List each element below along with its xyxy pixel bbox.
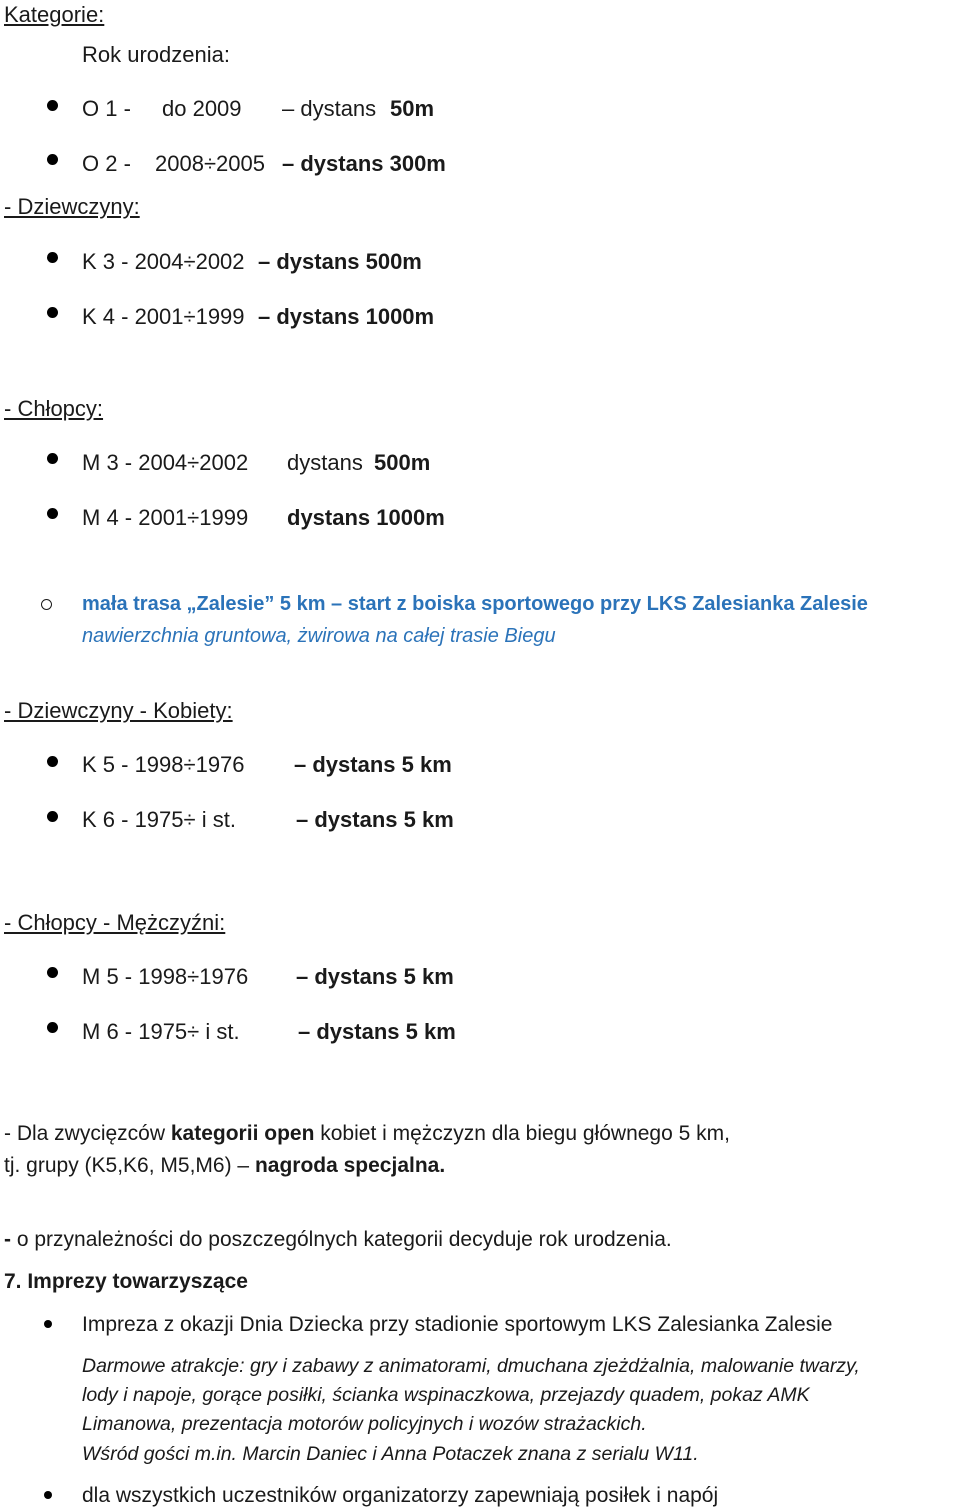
category-m4-label: M 4 - 2001÷1999: [82, 505, 249, 530]
category-k5-label: K 5 - 1998÷1976: [82, 752, 245, 777]
categories-heading: Kategorie:: [4, 2, 105, 27]
girls-women-heading: - Dziewczyny - Kobiety:: [4, 698, 233, 723]
bullet-icon: [47, 252, 58, 263]
boys-men-heading: - Chłopcy - Mężczyźni:: [4, 910, 226, 935]
category-o2-distance: – dystans 300m: [282, 151, 446, 176]
childrens-day-event: Impreza z okazji Dnia Dziecka przy stadionie sportowym LKS Zalesianka Zalesie: [82, 1313, 833, 1336]
open-line-1-pre: - Dla zwycięzców: [4, 1122, 171, 1145]
attractions-line-2: lody i napoje, gorące posiłki, ścianka wspinaczkowa, przejazdy quadem, pokaz AMK: [82, 1384, 810, 1406]
bullet-icon: [47, 811, 58, 822]
bullet-icon: [44, 1320, 52, 1328]
attractions-line-4: Wśród gości m.in. Marcin Daniec i Anna Potaczek znana z serialu W11.: [82, 1443, 699, 1465]
birth-year-rule: [4, 1227, 672, 1253]
girls-heading: - Dziewczyny:: [4, 194, 140, 219]
category-o1-code: O 1 -: [82, 96, 131, 121]
category-o1-sep: – dystans: [282, 96, 377, 121]
surface-description: nawierzchnia gruntowa, żwirowa na całej trasie Biegu: [82, 625, 556, 647]
rule-dash: -: [4, 1228, 11, 1251]
category-o1-distance: 50m: [390, 96, 435, 121]
category-m6-label: M 6 - 1975÷ i st.: [82, 1019, 240, 1044]
category-k4-distance: – dystans 1000m: [258, 304, 435, 329]
bullet-icon: [47, 508, 58, 519]
attractions-line-1: Darmowe atrakcje: gry i zabawy z animatorami, dmuchana zjeżdżalnia, malowanie twarzy,: [82, 1355, 860, 1377]
category-m3-label: M 3 - 2004÷2002: [82, 450, 249, 475]
category-k6-label: K 6 - 1975÷ i st.: [82, 807, 236, 832]
category-m3-distance: 500m: [374, 450, 431, 475]
category-k5-distance: – dystans 5 km: [294, 752, 452, 777]
open-line-1-post: kobiet i mężczyzn dla biegu głównego 5 km,: [314, 1122, 730, 1145]
special-prize-text: nagroda specjalna.: [254, 1154, 446, 1177]
category-k3-label: K 3 - 2004÷2002: [82, 249, 245, 274]
bullet-icon: [47, 307, 58, 318]
bullet-icon: [44, 1491, 52, 1499]
meal-for-all: dla wszystkich uczestników organizatorzy zapewniają posiłek i napój: [82, 1484, 719, 1507]
category-o2-range: 2008÷2005: [155, 151, 265, 176]
category-m4-distance: dystans 1000m: [287, 505, 445, 530]
bullet-icon: [47, 100, 58, 111]
bullet-icon: [47, 453, 58, 464]
boys-heading: - Chłopcy:: [4, 396, 104, 421]
open-category-line-2: [4, 1153, 445, 1179]
birth-year-label: Rok urodzenia:: [82, 42, 230, 67]
section-7-heading: 7. Imprezy towarzyszące: [4, 1270, 248, 1293]
category-o1-range: do 2009: [162, 96, 242, 121]
category-k6-distance: – dystans 5 km: [296, 807, 454, 832]
bullet-icon: [47, 756, 58, 767]
category-o2-code: O 2 -: [82, 151, 131, 176]
hollow-bullet-icon: [41, 599, 52, 610]
open-category-line-1: [4, 1121, 730, 1147]
category-m5-label: M 5 - 1998÷1976: [82, 964, 249, 989]
small-route-description: mała trasa „Zalesie” 5 km – start z boiska sportowego przy LKS Zalesianka Zalesie: [82, 593, 868, 615]
rule-text: o przynależności do poszczególnych kategorii decyduje rok urodzenia.: [11, 1228, 672, 1251]
bullet-icon: [47, 154, 58, 165]
bullet-icon: [47, 1022, 58, 1033]
category-k3-distance: – dystans 500m: [258, 249, 422, 274]
category-m3-sep: dystans: [287, 450, 363, 475]
attractions-line-3: Limanowa, prezentacja motorów policyjnych i wozów strażackich.: [82, 1413, 647, 1435]
category-k4-label: K 4 - 2001÷1999: [82, 304, 245, 329]
open-line-2-pre: tj. grupy (K5,K6, M5,M6) –: [4, 1154, 255, 1177]
category-m6-distance: – dystans 5 km: [298, 1019, 456, 1044]
category-m5-distance: – dystans 5 km: [296, 964, 454, 989]
bullet-icon: [47, 967, 58, 978]
open-line-1-bold: kategorii open: [170, 1122, 315, 1145]
